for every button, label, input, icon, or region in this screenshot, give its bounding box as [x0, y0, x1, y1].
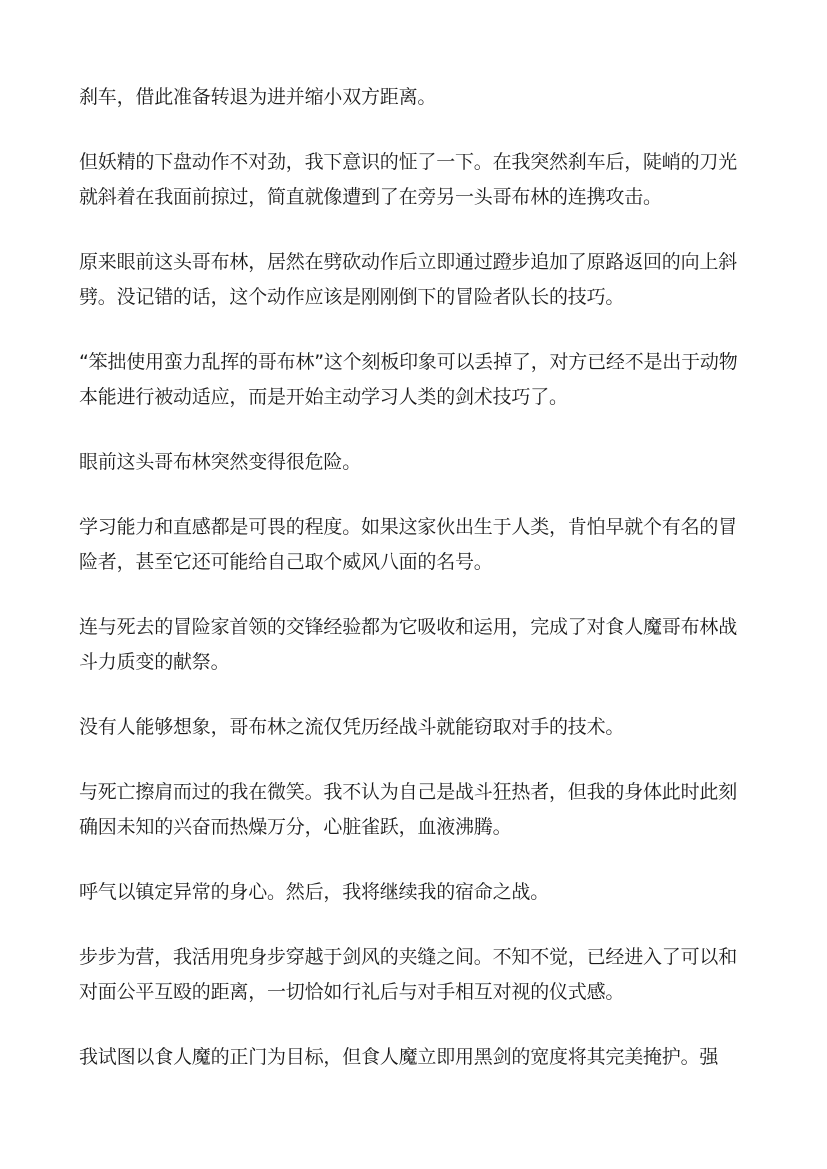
- document-body: [79, 80, 739, 1105]
- paragraph: 我试图以食人魔的正门为目标，但食人魔立即用黑剑的宽度将其完美掩护。强: [79, 1046, 719, 1068]
- paragraph: 刹车，借此准备转退为进并缩小双方距离。: [79, 86, 437, 108]
- paragraph: 但妖精的下盘动作不对劲，我下意识的怔了一下。在我突然刹车后，陡峭的刀光就斜着在我面前掠过，简直就像遭到了在旁另一头哥布林的连携攻击。: [79, 151, 738, 208]
- paragraph: 学习能力和直感都是可畏的程度。如果这家伙出生于人类，肯怕早就个有名的冒险者，甚至它还可能给自己取个威风八面的名号。: [79, 516, 738, 573]
- paragraph: “笨拙使用蛮力乱挥的哥布林”这个刻板印象可以丢掉了，对方已经不是出于动物本能进行被动适应，而是开始主动学习人类的剑术技巧了。: [79, 351, 738, 408]
- paragraph: 没有人能够想象，哥布林之流仅凭历经战斗就能窃取对手的技术。: [79, 716, 625, 738]
- paragraph: 呼气以镇定异常的身心。然后，我将继续我的宿命之战。: [79, 881, 550, 903]
- paragraph: 连与死去的冒险家首领的交锋经验都为它吸收和运用，完成了对食人魔哥布林战斗力质变的献祭。: [79, 616, 738, 673]
- paragraph: 原来眼前这头哥布林，居然在劈砍动作后立即通过蹬步追加了原路返回的向上斜劈。没记错的话，这个动作应该是刚刚倒下的冒险者队长的技巧。: [79, 251, 738, 308]
- paragraph: 眼前这头哥布林突然变得很危险。: [79, 451, 362, 473]
- paragraph: 步步为营，我活用兜身步穿越于剑风的夹缝之间。不知不觉，已经进入了可以和对面公平互殴的距离，一切恰如行礼后与对手相互对视的仪式感。: [79, 946, 738, 1003]
- paragraph: 与死亡擦肩而过的我在微笑。我不认为自己是战斗狂热者，但我的身体此时此刻确因未知的兴奋而热燥万分，心脏雀跃，血液沸腾。: [79, 781, 738, 838]
